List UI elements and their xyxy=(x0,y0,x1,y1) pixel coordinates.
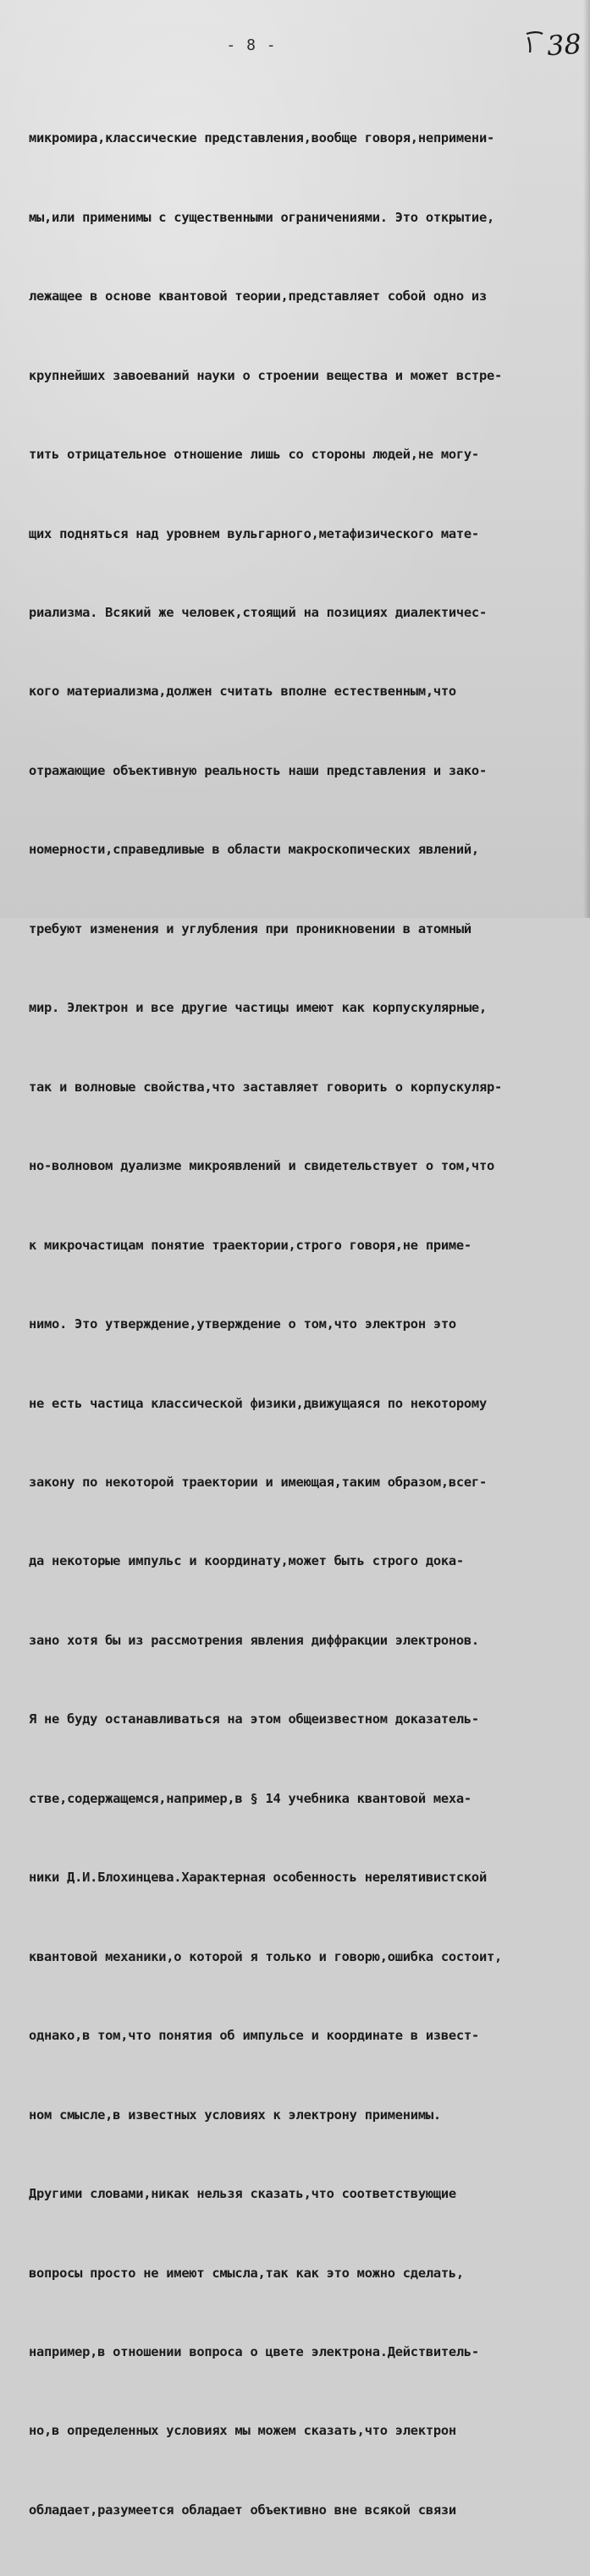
text-line: требуют изменения и углубления при проникновении в атомный xyxy=(29,920,471,936)
text-line: так и волновые свойства,что заставляет говорить о корпускуляр- xyxy=(29,1079,502,1095)
text-line: ники Д.И.Блохинцева.Характерная особенность нерелятивистской xyxy=(29,1870,487,1886)
text-line: тить отрицательное отношение лишь со стороны людей,не могу- xyxy=(29,447,479,463)
text-line: но-волновом дуализме микроявлений и свидетельствует о том,что xyxy=(29,1158,494,1174)
text-line: лежащее в основе квантовой теории,представляет собой одно из xyxy=(29,288,487,305)
text-line: нимо. Это утверждение,утверждение о том,что электрон это xyxy=(29,1316,456,1332)
text-line: вопросы просто не имеют смысла,так как это можно сделать, xyxy=(29,2265,464,2281)
text-line: стве,содержащемся,например,в § 14 учебника квантовой меха- xyxy=(29,1790,471,1806)
text-line: щих подняться над уровнем вульгарного,метафизического мате- xyxy=(29,525,479,541)
folio-number: 38 xyxy=(545,27,582,63)
text-line: зано хотя бы из рассмотрения явления диффракции электронов. xyxy=(29,1632,479,1648)
text-line: обладает,разумеется обладает объективно вне всякой связи xyxy=(29,2502,456,2518)
text-line: микромира,классические представления,вообще говоря,непримени- xyxy=(29,130,494,146)
page-edge-shadow xyxy=(583,0,590,918)
text-line: мы,или применимы с существенными ограничениями. Это открытие, xyxy=(29,209,494,225)
text-line: закону по некоторой траектории и имеющая,таким образом,всег- xyxy=(29,1475,487,1491)
folio-strike-mark xyxy=(523,29,545,54)
text-line: мир. Электрон и все другие частицы имеют как корпускулярные, xyxy=(29,1000,487,1016)
text-line: отражающие объективную реальность наши представления и зако- xyxy=(29,762,487,778)
text-line: квантовой механики,о которой я только и говорю,ошибка состоит, xyxy=(29,1948,502,1964)
text-line: да некоторые импульс и координату,может быть строго дока- xyxy=(29,1553,464,1569)
text-line: но,в определенных условиях мы можем сказать,что электрон xyxy=(29,2423,456,2439)
text-line: риализма. Всякий же человек,стоящий на позициях диалектичес- xyxy=(29,605,487,621)
page-number: - 8 - xyxy=(226,36,277,54)
text-line: однако,в том,что понятия об импульсе и координате в извест- xyxy=(29,2028,479,2044)
body-text xyxy=(29,73,583,2576)
text-line: крупнейших завоеваний науки о строении вещества и может встре- xyxy=(29,367,502,383)
text-line: например,в отношении вопроса о цвете электрона.Действитель- xyxy=(29,2344,479,2359)
text-line: Я не буду останавливаться на этом общеизвестном доказатель- xyxy=(29,1711,479,1727)
text-line: не есть частица классической физики,движущаяся по некоторому xyxy=(29,1395,487,1411)
text-line: Другими словами,никак нельзя сказать,что соответствующие xyxy=(29,2186,456,2202)
text-line: кого материализма,должен считать вполне естественным,что xyxy=(29,684,456,700)
text-line: ном смысле,в известных условиях к электрону применимы. xyxy=(29,2106,441,2123)
text-line: к микрочастицам понятие траектории,строго говоря,не приме- xyxy=(29,1237,471,1253)
text-line: номерности,справедливые в области макроскопических явлений, xyxy=(29,842,479,858)
